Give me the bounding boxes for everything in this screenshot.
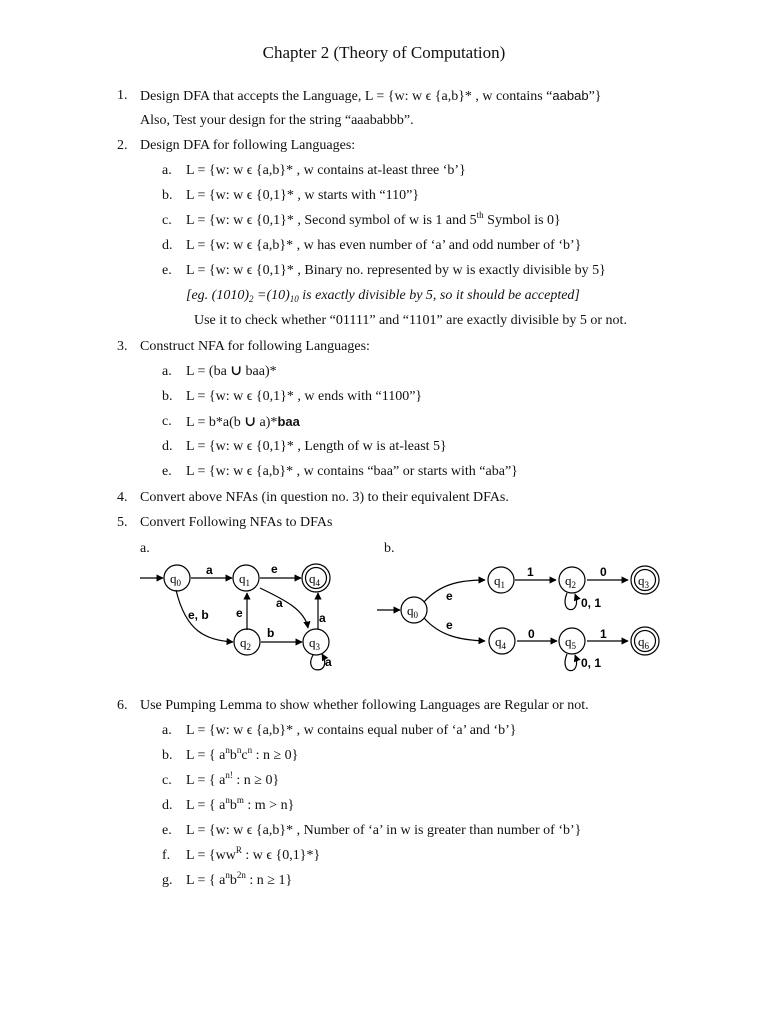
edge-label: 0, 1 [581, 596, 602, 610]
item-label: e. [162, 823, 172, 838]
question-number: 6. [117, 698, 128, 713]
edge-q0-q4 [424, 618, 485, 641]
question-2e-text: L = {w: w ϵ {0,1}* , Binary no. represented by w is exactly divisible by 5} [186, 263, 606, 278]
example-part: [eg. (1010) [186, 288, 249, 303]
edge-label: 1 [600, 627, 607, 641]
question-2c-sup: th [476, 210, 484, 220]
example-part: is exactly divisible by 5, so it should be accepted] [298, 288, 580, 303]
union-symbol: ∪ [230, 364, 243, 379]
exponent: n [247, 745, 253, 755]
item-label: a. [162, 364, 172, 379]
question-1-test-line: Also, Test your design for the string “aaababbb”. [140, 113, 414, 128]
edge-label: a [206, 563, 213, 577]
edge-label: 1 [527, 565, 534, 579]
nfa-diagram-a [140, 564, 330, 670]
question-number: 1. [117, 88, 128, 103]
loop-q3 [311, 654, 325, 670]
item-label: a. [162, 723, 172, 738]
loop-q5 [565, 654, 577, 671]
question-3a-part: L = (ba [186, 364, 231, 379]
state-label-q1: $q_1$ [239, 571, 250, 588]
question-6c-text [186, 772, 279, 790]
expr-part: L = {ww [186, 848, 236, 863]
expr-part: : w ϵ {0,1}*} [241, 848, 321, 863]
diagram-a-label: a. [140, 541, 150, 556]
expr-part: c [241, 748, 248, 763]
item-label: b. [162, 748, 173, 763]
expr-part: L = { a [186, 873, 226, 888]
exponent: n [225, 745, 230, 755]
edge-label: a [325, 655, 332, 669]
edge-q1-q3 [260, 588, 308, 628]
item-label: e. [162, 464, 172, 479]
expr-part: : n ≥ 1} [245, 873, 293, 888]
item-label: e. [162, 263, 172, 278]
item-label: d. [162, 798, 173, 813]
question-3c-part: a)* [256, 415, 278, 430]
question-number: 2. [117, 138, 128, 153]
example-subscript: 2 [249, 294, 254, 304]
question-3d-text: L = {w: w ϵ {0,1}* , Length of w is at-least 5} [186, 439, 447, 454]
question-4-text: Convert above NFAs (in question no. 3) to their equivalent DFAs. [140, 490, 509, 505]
state-label-q2: $q_2$ [240, 635, 251, 652]
state-label-q3: $q_3$ [309, 635, 320, 652]
state-label-q0: $q_0$ [170, 571, 181, 588]
expr-part: L = { a [186, 748, 226, 763]
union-symbol: ∪ [244, 415, 257, 430]
state-label-q0: $q_0$ [407, 603, 418, 620]
expr-part: L = { a [186, 798, 226, 813]
question-1-text-part: Design DFA that accepts the Language, L = {w: w ϵ {a,b}* , w contains “ [140, 89, 553, 104]
question-6b-text [186, 747, 298, 765]
question-number: 5. [117, 515, 128, 530]
exponent: R [235, 845, 242, 855]
question-1-text [140, 87, 602, 106]
edge-label: a [319, 611, 326, 625]
loop-q2 [565, 593, 577, 610]
question-3-text: Construct NFA for following Languages: [140, 339, 370, 354]
edge-label: e [271, 562, 278, 576]
edge-label: b [267, 626, 275, 640]
question-2c-end: Symbol is 0} [483, 213, 561, 228]
state-label-q1: $q_1$ [494, 573, 505, 590]
edge-label: e [446, 618, 453, 632]
exponent: n [225, 795, 230, 805]
exponent: n! [225, 770, 233, 780]
question-3c-bold: baa [277, 414, 300, 429]
expr-part: b [229, 873, 237, 888]
item-label: d. [162, 238, 173, 253]
question-2-text: Design DFA for following Languages: [140, 138, 356, 153]
question-2d-text: L = {w: w ϵ {a,b}* , w has even number of ‘a’ and odd number of ‘b’} [186, 238, 582, 253]
question-5-text: Convert Following NFAs to DFAs [140, 515, 333, 530]
question-2c-text [186, 212, 561, 230]
question-number: 3. [117, 339, 128, 354]
exponent: n [236, 745, 242, 755]
question-3c-text [186, 413, 300, 432]
question-2e-example [186, 287, 580, 305]
state-label-q6: $q_6$ [638, 634, 649, 651]
nfa-diagrams [0, 540, 768, 700]
state-label-q5: $q_5$ [565, 634, 576, 651]
expr-part: : m > n} [243, 798, 295, 813]
item-label: d. [162, 439, 173, 454]
state-label-q3: $q_3$ [638, 573, 649, 590]
question-1-string: aabab [552, 88, 589, 103]
expr-part: : n ≥ 0} [252, 748, 299, 763]
exponent: 2n [236, 870, 246, 880]
state-label-q4: $q_4$ [309, 571, 320, 588]
edge-q0-q1 [424, 580, 485, 602]
question-2e-check: Use it to check whether “01111” and “1101” are exactly divisible by 5 or not. [194, 313, 627, 328]
question-3a-end: baa)* [242, 364, 277, 379]
item-label: c. [162, 414, 172, 429]
example-subscript: 10 [289, 294, 299, 304]
edge-label: 0 [528, 627, 535, 641]
exponent: m [236, 795, 244, 805]
question-1-text-end: ”} [588, 89, 602, 104]
item-label: b. [162, 389, 173, 404]
edge-label: e [446, 589, 453, 603]
nfa-diagram-b [377, 566, 659, 671]
question-2a-text: L = {w: w ϵ {a,b}* , w contains at-least three ‘b’} [186, 163, 466, 178]
question-6-text: Use Pumping Lemma to show whether following Languages are Regular or not. [140, 698, 589, 713]
edge-label: 0 [600, 565, 607, 579]
expr-part: : n ≥ 0} [232, 773, 280, 788]
question-number: 4. [117, 490, 128, 505]
edge-label: e [236, 606, 243, 620]
question-2b-text: L = {w: w ϵ {0,1}* , w starts with “110”} [186, 188, 420, 203]
exponent: n [225, 870, 230, 880]
item-label: f. [162, 848, 171, 863]
edge-label: e, b [188, 608, 209, 622]
edge-label: 0, 1 [581, 656, 602, 670]
expr-part: L = { a [186, 773, 226, 788]
diagram-b-label: b. [384, 541, 395, 556]
question-6a-text: L = {w: w ϵ {a,b}* , w contains equal nuber of ‘a’ and ‘b’} [186, 723, 517, 738]
item-label: a. [162, 163, 172, 178]
item-label: c. [162, 773, 172, 788]
question-3e-text: L = {w: w ϵ {a,b}* , w contains “baa” or starts with “aba”} [186, 464, 518, 479]
edge-label: a [276, 596, 283, 610]
question-6d-text [186, 797, 294, 815]
question-3c-part: L = b*a(b [186, 415, 245, 430]
question-3b-text: L = {w: w ϵ {0,1}* , w ends with “1100”} [186, 389, 423, 404]
item-label: c. [162, 213, 172, 228]
expr-part: b [229, 798, 237, 813]
question-6e-text: L = {w: w ϵ {a,b}* , Number of ‘a’ in w is greater than number of ‘b’} [186, 823, 582, 838]
page-title: Chapter 2 (Theory of Computation) [262, 43, 506, 62]
expr-part: b [229, 748, 237, 763]
state-label-q4: $q_4$ [495, 634, 506, 651]
question-3a-text [186, 363, 277, 381]
question-2c-part: L = {w: w ϵ {0,1}* , Second symbol of w is 1 and 5 [186, 213, 477, 228]
question-6f-text [186, 847, 320, 865]
item-label: g. [162, 873, 173, 888]
question-6g-text [186, 872, 292, 890]
state-label-q2: $q_2$ [565, 573, 576, 590]
item-label: b. [162, 188, 173, 203]
example-part: =(10) [253, 288, 290, 303]
